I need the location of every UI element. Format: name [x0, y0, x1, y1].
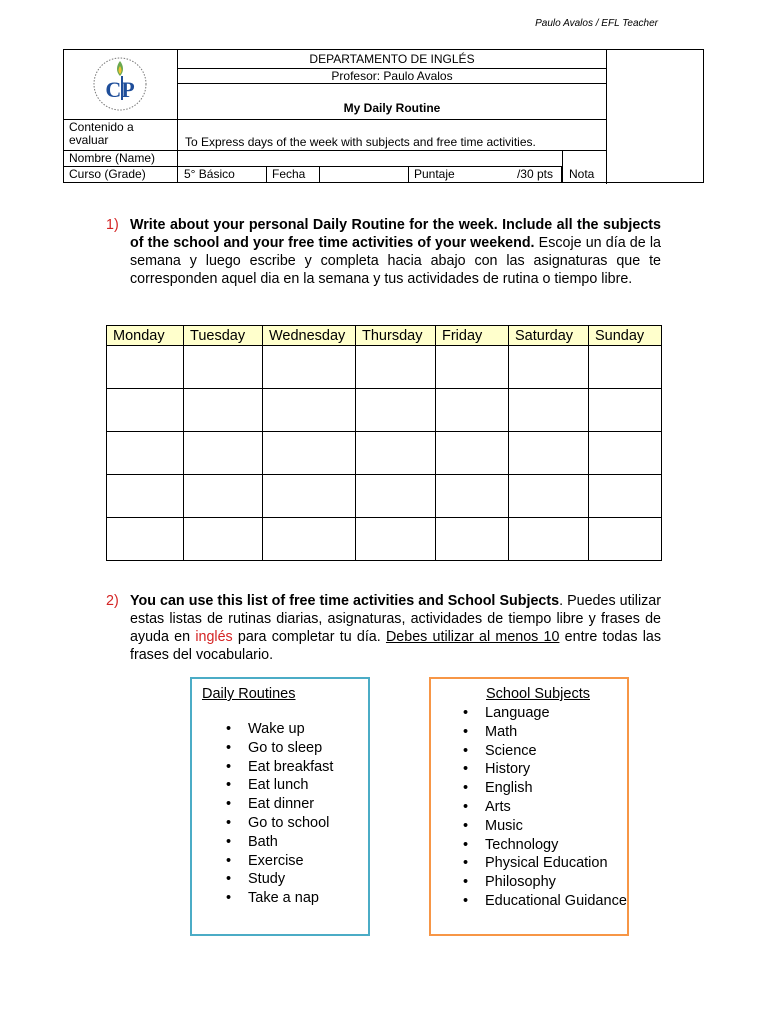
table-cell[interactable] [509, 432, 589, 475]
table-cell[interactable] [436, 518, 509, 561]
course-label: Curso (Grade) [64, 167, 178, 183]
list-item: • Science [463, 742, 628, 761]
content-value: To Express days of the week with subjects and free time activities. [178, 120, 606, 151]
table-cell[interactable] [184, 389, 263, 432]
worksheet-title: My Daily Routine [178, 84, 606, 120]
table-cell[interactable] [263, 475, 356, 518]
list-item: • Arts [463, 798, 628, 817]
list-item: • Language [463, 704, 628, 723]
day-header: Tuesday [184, 326, 263, 346]
question-1-bold: Write about your personal Daily Routine for the week. Include all the subjects of the school and your free time activities of your weekend. [130, 217, 661, 251]
list-item: • Eat breakfast [226, 758, 333, 777]
table-row [107, 346, 662, 389]
table-cell[interactable] [184, 432, 263, 475]
school-subjects-title: School Subjects [486, 686, 590, 702]
department-title: DEPARTAMENTO DE INGLÉS [178, 50, 606, 69]
table-cell[interactable] [107, 346, 184, 389]
list-item: • Philosophy [463, 873, 628, 892]
table-cell[interactable] [589, 389, 662, 432]
table-cell[interactable] [184, 518, 263, 561]
school-logo-icon [64, 50, 176, 118]
list-item: • Go to school [226, 814, 333, 833]
table-header-row [107, 326, 662, 346]
table-cell[interactable] [509, 389, 589, 432]
table-cell[interactable] [263, 389, 356, 432]
page-header: Paulo Avalos / EFL Teacher [535, 18, 658, 29]
question-1-number: 1) [106, 217, 119, 233]
list-item: • Physical Education [463, 854, 628, 873]
score-max: /30 pts [516, 167, 553, 181]
list-item: • Go to sleep [226, 739, 333, 758]
question-1-text [130, 216, 661, 288]
school-logo [64, 50, 178, 120]
date-label: Fecha [267, 167, 320, 183]
table-cell[interactable] [509, 518, 589, 561]
score-cell [409, 167, 562, 183]
content-label: Contenido a evaluar [64, 120, 178, 151]
day-header: Saturday [509, 326, 589, 346]
table-cell[interactable] [356, 475, 436, 518]
list-item: • History [463, 760, 628, 779]
table-cell[interactable] [107, 475, 184, 518]
logo-letters: CP [105, 77, 135, 102]
table-cell[interactable] [184, 475, 263, 518]
day-header: Thursday [356, 326, 436, 346]
table-cell[interactable] [589, 432, 662, 475]
name-label: Nombre (Name) [64, 151, 178, 167]
question-2-bold: You can use this list of free time activities and School Subjects [130, 593, 560, 609]
day-header: Sunday [589, 326, 662, 346]
question-2-text-a: . Puedes utilizar estas listas de rutinas diarias, asignaturas, actividades de tiempo libre y frases de ayuda en [130, 593, 661, 645]
question-2-red-word: inglés [195, 629, 233, 645]
table-cell[interactable] [589, 518, 662, 561]
table-cell[interactable] [356, 346, 436, 389]
table-cell[interactable] [356, 389, 436, 432]
question-2-text [130, 592, 661, 664]
list-item: • Technology [463, 836, 628, 855]
day-header: Monday [107, 326, 184, 346]
name-field[interactable] [178, 151, 562, 167]
school-subjects-list [463, 704, 628, 911]
list-item: • Math [463, 723, 628, 742]
grade-label: Nota [562, 151, 606, 183]
table-cell[interactable] [589, 475, 662, 518]
question-1-instructions: Escoje un día de la semana y luego escribe y completa hacia abajo con las asignaturas que te corresponden aquel dia en la semana y tus actividades de rutina o tiempo libre. [130, 235, 661, 287]
list-item: • Educational Guidance [463, 892, 628, 911]
question-2-text-c: entre todas las frases del vocabulario. [130, 629, 661, 663]
weekly-routine-table [106, 325, 662, 561]
professor-name: Profesor: Paulo Avalos [178, 69, 606, 84]
daily-routines-box [190, 677, 370, 936]
table-cell[interactable] [509, 346, 589, 389]
right-column-divider [606, 50, 607, 184]
header-table [63, 49, 704, 183]
list-item: • Eat lunch [226, 776, 333, 795]
list-item: • Eat dinner [226, 795, 333, 814]
day-header: Friday [436, 326, 509, 346]
table-cell[interactable] [263, 518, 356, 561]
table-row [107, 518, 662, 561]
list-item: • Study [226, 870, 333, 889]
table-row [107, 432, 662, 475]
table-row [107, 389, 662, 432]
table-cell[interactable] [184, 346, 263, 389]
table-cell[interactable] [107, 432, 184, 475]
list-item: • Wake up [226, 720, 333, 739]
table-row [107, 475, 662, 518]
score-label: Puntaje [414, 167, 455, 181]
question-2-text-b: para completar tu día. [232, 629, 386, 645]
list-item: • Exercise [226, 852, 333, 871]
list-item: • Take a nap [226, 889, 333, 908]
table-cell[interactable] [356, 432, 436, 475]
table-cell[interactable] [107, 389, 184, 432]
list-item: • English [463, 779, 628, 798]
table-cell[interactable] [589, 346, 662, 389]
daily-routines-list [226, 720, 333, 908]
list-item: • Bath [226, 833, 333, 852]
daily-routines-title: Daily Routines [202, 686, 296, 702]
table-cell[interactable] [509, 475, 589, 518]
table-cell[interactable] [436, 346, 509, 389]
table-cell[interactable] [107, 518, 184, 561]
table-cell[interactable] [436, 475, 509, 518]
question-2-underlined: Debes utilizar al menos 10 [385, 629, 560, 645]
table-cell[interactable] [436, 432, 509, 475]
table-cell[interactable] [436, 389, 509, 432]
table-cell[interactable] [263, 432, 356, 475]
school-subjects-box [429, 677, 629, 936]
date-field[interactable] [320, 167, 409, 183]
grade-value: 5° Básico [178, 167, 267, 183]
day-header: Wednesday [263, 326, 356, 346]
table-cell[interactable] [263, 346, 356, 389]
question-2-number: 2) [106, 593, 119, 609]
table-cell[interactable] [356, 518, 436, 561]
list-item: • Music [463, 817, 628, 836]
